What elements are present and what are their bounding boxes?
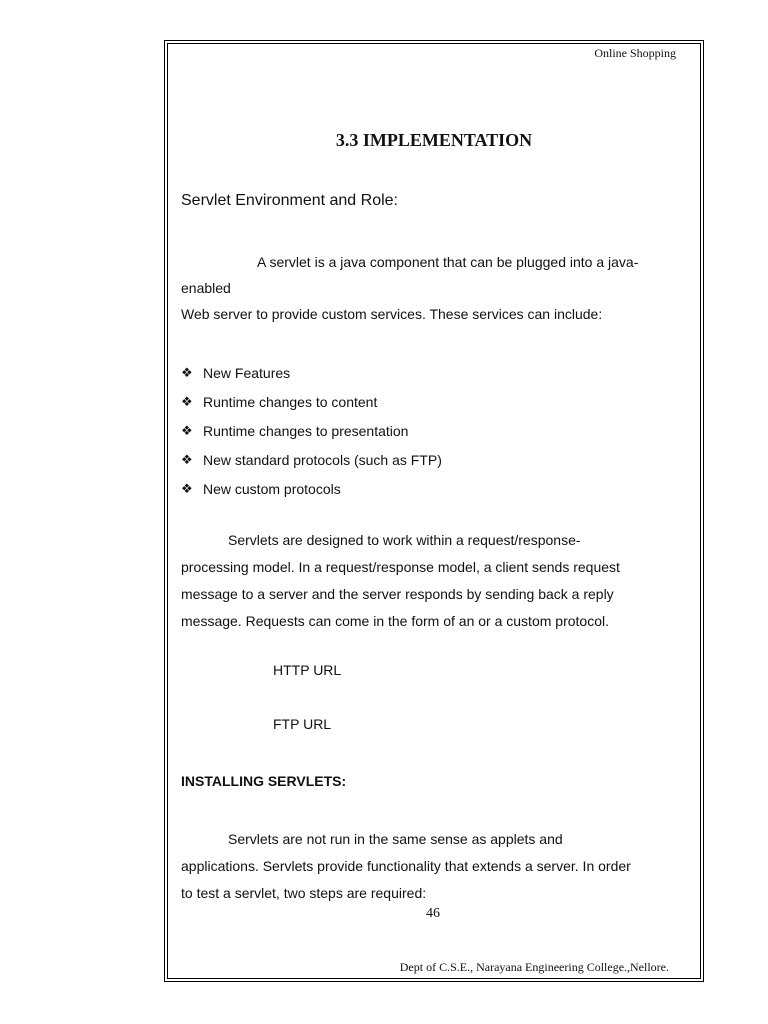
diamond-bullet-icon: ❖ [181, 364, 193, 380]
intro-paragraph [181, 249, 687, 327]
diamond-bullet-icon: ❖ [181, 451, 193, 467]
diamond-bullet-icon: ❖ [181, 422, 193, 438]
paragraph-line: processing model. In a request/response model, a client sends request [181, 559, 620, 575]
paragraph-line: applications. Servlets provide functionality that extends a server. In order [181, 858, 631, 874]
paragraph-line: message to a server and the server responds by sending back a reply [181, 586, 614, 602]
intro-line-2: enabled [181, 280, 231, 296]
paragraph-line: message. Requests can come in the form of an or a custom protocol. [181, 613, 609, 629]
paragraph-line: Servlets are designed to work within a request/response- [228, 532, 581, 548]
running-footer: Dept of C.S.E., Narayana Engineering College.,Nellore. [399, 960, 669, 974]
diamond-bullet-icon: ❖ [181, 480, 193, 496]
http-url-item: HTTP URL [273, 662, 342, 678]
paragraph-line: to test a servlet, two steps are required: [181, 885, 427, 901]
section-title: 3.3 IMPLEMENTATION [335, 130, 533, 150]
page-number: 46 [426, 906, 440, 921]
feature-list [181, 358, 442, 503]
installing-paragraph [181, 826, 687, 907]
list-item: ❖ New Features [181, 358, 442, 387]
servlet-model-paragraph [181, 527, 687, 635]
list-item: ❖ Runtime changes to presentation [181, 416, 442, 445]
installing-heading: INSTALLING SERVLETS: [181, 773, 347, 789]
running-header: Online Shopping [594, 46, 676, 60]
paragraph-line: Servlets are not run in the same sense as applets and [228, 831, 563, 847]
diamond-bullet-icon: ❖ [181, 393, 193, 409]
list-item: ❖ New standard protocols (such as FTP) [181, 445, 442, 474]
intro-line-3: Web server to provide custom services. These services can include: [181, 306, 603, 322]
subheading: Servlet Environment and Role: [181, 192, 398, 209]
list-item: ❖ New custom protocols [181, 474, 442, 503]
ftp-url-item: FTP URL [273, 716, 332, 732]
list-item: ❖ Runtime changes to content [181, 387, 442, 416]
intro-line-1: A servlet is a java component that can be plugged into a java- [257, 254, 639, 270]
